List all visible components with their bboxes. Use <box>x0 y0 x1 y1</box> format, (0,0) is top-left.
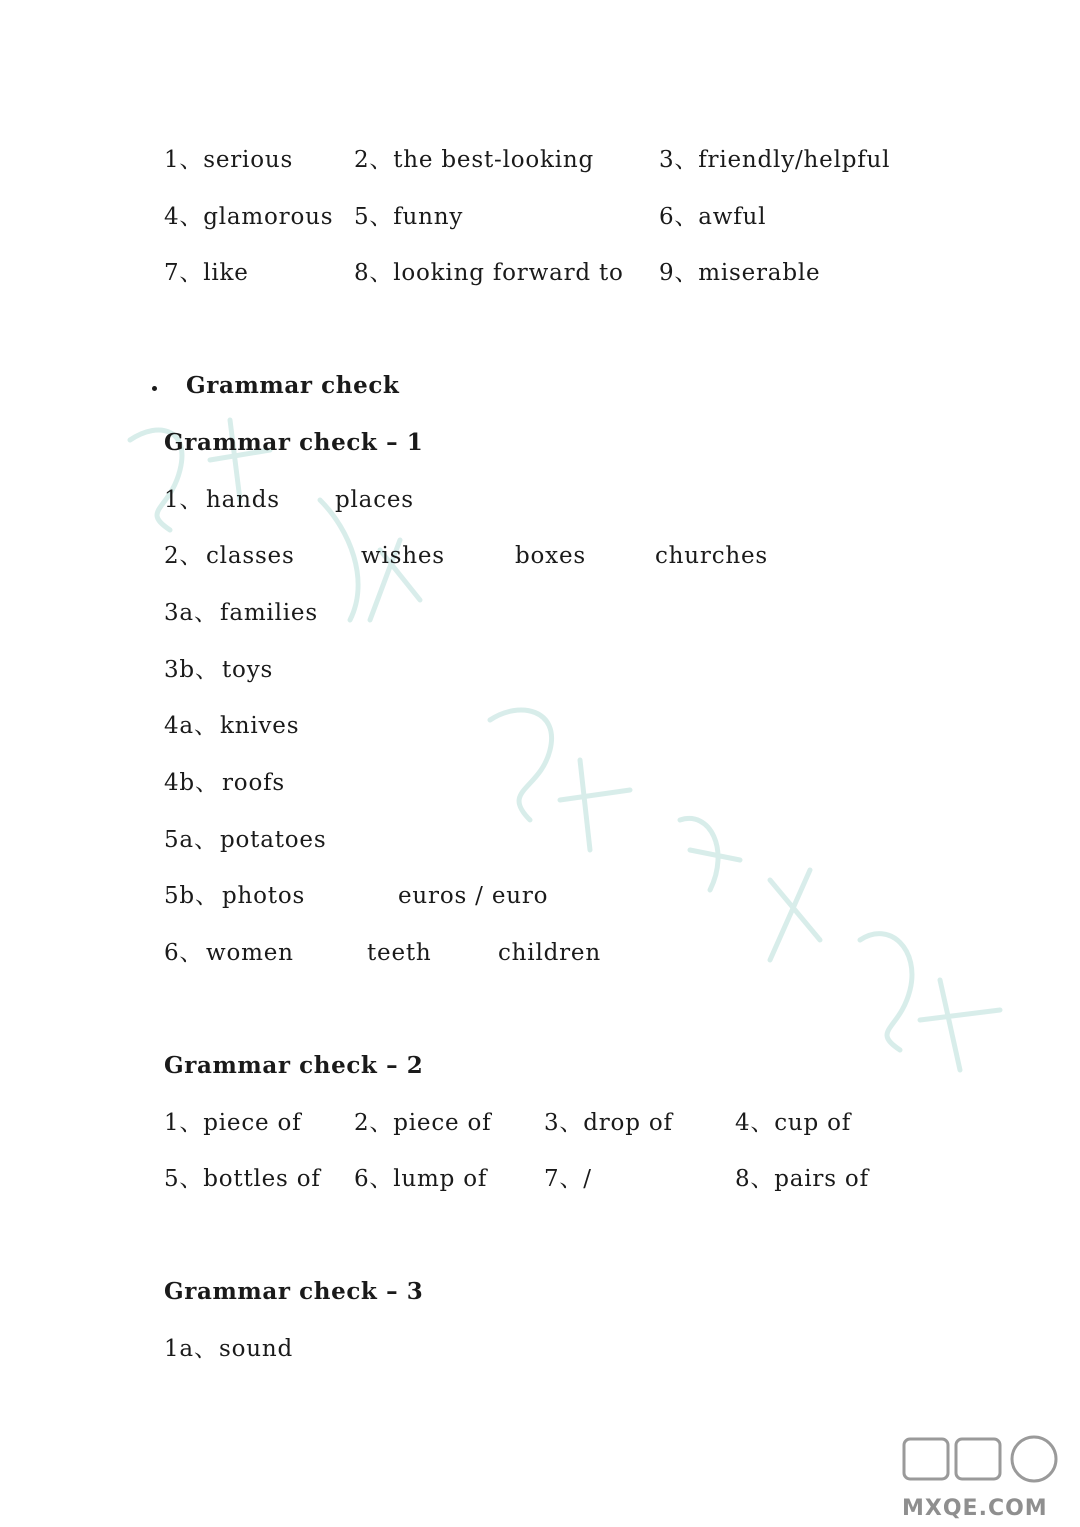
answer-number: 5a、 <box>164 827 218 853</box>
answer-text: hands <box>206 487 280 513</box>
answer-number: 3、 <box>659 147 699 173</box>
answer-number: 5、 <box>164 1166 204 1192</box>
answer-text: funny <box>393 204 464 230</box>
answer-item <box>354 140 594 180</box>
answer-text: piece of <box>393 1110 492 1136</box>
answer-item <box>164 253 249 293</box>
answer-row <box>0 1103 1080 1143</box>
answer-text: miserable <box>698 260 821 286</box>
answer-text: sound <box>219 1336 293 1362</box>
answer-number: 6、 <box>659 204 699 230</box>
answer-text: serious <box>203 147 294 173</box>
answer-text: boxes <box>515 543 586 569</box>
answer-number: 1a、 <box>164 1336 218 1362</box>
answer-item <box>222 763 285 803</box>
answer-item <box>206 536 295 576</box>
answer-number: 2、 <box>354 1110 394 1136</box>
answer-row <box>0 933 1080 973</box>
answer-row <box>0 706 1080 746</box>
answer-item <box>354 197 463 237</box>
answer-number: 2、 <box>354 147 394 173</box>
grammar-check-3-title: Grammar check – 3 <box>164 1278 424 1305</box>
answer-text: potatoes <box>220 827 327 853</box>
answer-item <box>659 253 820 293</box>
answer-text: knives <box>220 713 300 739</box>
grammar-check-2-title: Grammar check – 2 <box>164 1052 424 1079</box>
answer-number: 3b、 <box>164 657 219 683</box>
answer-text: piece of <box>203 1110 302 1136</box>
answer-item <box>222 876 305 916</box>
bullet-icon <box>152 386 157 391</box>
answer-row <box>0 876 1080 916</box>
answer-row <box>0 820 1080 860</box>
answer-row <box>0 763 1080 803</box>
answer-item <box>515 536 586 576</box>
answer-number: 4b、 <box>164 770 219 796</box>
answer-number: 6、 <box>354 1166 394 1192</box>
answer-item <box>659 197 766 237</box>
answer-text: teeth <box>367 940 432 966</box>
answer-number: 7、 <box>544 1166 584 1192</box>
answer-item <box>354 1159 487 1199</box>
answer-number: 5b、 <box>164 883 219 909</box>
answer-number: 1、 <box>164 1110 204 1136</box>
answer-number: 4、 <box>164 204 204 230</box>
answer-text: photos <box>222 883 306 909</box>
answer-item <box>220 706 299 746</box>
answer-item <box>164 197 333 237</box>
answer-number: 3、 <box>544 1110 584 1136</box>
answer-item <box>222 650 273 690</box>
grammar-check-1-title: Grammar check – 1 <box>164 429 424 456</box>
answer-item <box>367 933 432 973</box>
answer-item <box>354 253 624 293</box>
answer-text: roofs <box>222 770 286 796</box>
site-logo <box>894 1433 1074 1523</box>
answer-item <box>659 140 890 180</box>
answer-text: looking forward to <box>393 260 624 286</box>
answer-text: children <box>498 940 601 966</box>
answer-item <box>544 1159 592 1199</box>
answer-row <box>0 650 1080 690</box>
answer-text: cup of <box>774 1110 852 1136</box>
answer-number: 7、 <box>164 260 204 286</box>
answer-text: the best-looking <box>393 147 595 173</box>
answer-text: places <box>335 487 414 513</box>
answer-item <box>164 1103 302 1143</box>
answer-text: friendly/helpful <box>698 147 891 173</box>
answer-text: churches <box>655 543 769 569</box>
answer-row <box>0 197 1080 237</box>
answer-row <box>0 536 1080 576</box>
answer-row <box>0 480 1080 520</box>
answer-text: wishes <box>361 543 445 569</box>
answer-text: bottles of <box>203 1166 321 1192</box>
answer-text: pairs of <box>774 1166 869 1192</box>
logo-url-text: MXQE.COM <box>902 1496 1048 1521</box>
answer-row <box>0 593 1080 633</box>
answer-item <box>164 140 293 180</box>
answer-text: classes <box>206 543 295 569</box>
answer-item <box>735 1103 851 1143</box>
answer-item <box>206 480 280 520</box>
answer-text: euros / euro <box>398 883 549 909</box>
answer-number: 1、 <box>164 487 204 513</box>
answer-text: toys <box>222 657 274 683</box>
answer-item <box>219 1329 293 1369</box>
answer-text: drop of <box>583 1110 673 1136</box>
answer-item <box>361 536 445 576</box>
answer-item <box>498 933 601 973</box>
answer-row <box>0 253 1080 293</box>
answer-number: 8、 <box>354 260 394 286</box>
grammar-check-heading: Grammar check <box>186 372 400 399</box>
answer-text: families <box>220 600 318 626</box>
answer-item <box>655 536 768 576</box>
answer-text: like <box>203 260 249 286</box>
answer-item <box>735 1159 869 1199</box>
answer-number: 6、 <box>164 940 204 966</box>
answer-number: 2、 <box>164 543 204 569</box>
answer-row <box>0 1159 1080 1199</box>
answer-number: 1、 <box>164 147 204 173</box>
answer-number: 4a、 <box>164 713 218 739</box>
answer-item <box>335 480 414 520</box>
answer-item <box>164 1159 321 1199</box>
answer-row <box>0 1329 1080 1369</box>
answer-text: / <box>583 1166 592 1192</box>
answer-item <box>206 933 294 973</box>
answer-item <box>398 876 548 916</box>
answer-number: 4、 <box>735 1110 775 1136</box>
answer-item <box>544 1103 673 1143</box>
answer-item <box>220 593 318 633</box>
answer-text: women <box>206 940 294 966</box>
answer-number: 3a、 <box>164 600 218 626</box>
answer-number: 8、 <box>735 1166 775 1192</box>
answer-text: lump of <box>393 1166 488 1192</box>
answer-number: 5、 <box>354 204 394 230</box>
answer-item <box>220 820 326 860</box>
answer-row <box>0 140 1080 180</box>
answer-text: glamorous <box>203 204 334 230</box>
answer-number: 9、 <box>659 260 699 286</box>
answer-item <box>354 1103 492 1143</box>
answer-text: awful <box>698 204 767 230</box>
